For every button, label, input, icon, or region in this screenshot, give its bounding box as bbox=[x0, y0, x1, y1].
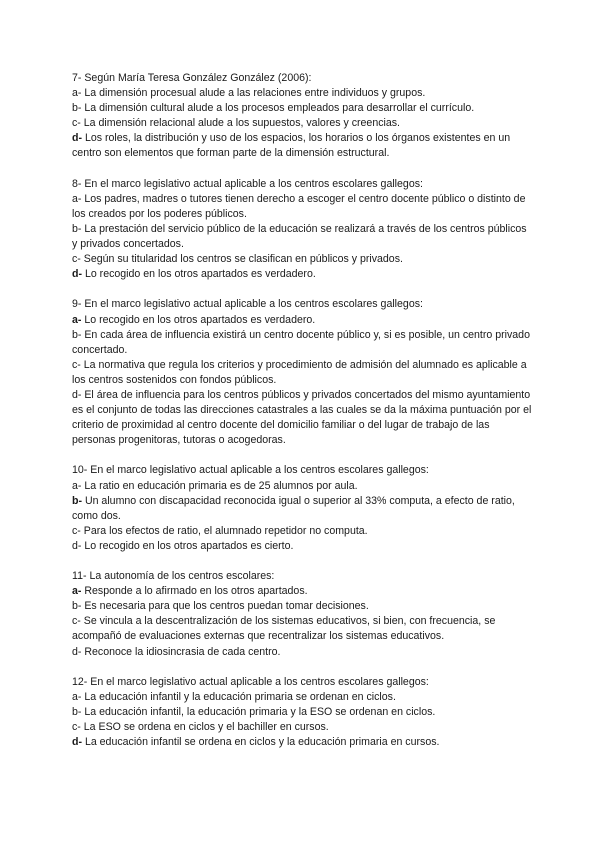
option-text: La normativa que regula los criterios y procedimiento de admisión del alumnado es aplicable a los centros sostenidos con fondos públicos. bbox=[72, 358, 527, 386]
option-letter: c- bbox=[72, 358, 81, 371]
option-text: La educación infantil se ordena en ciclos y la educación primaria en cursos. bbox=[82, 736, 440, 749]
option-letter: a- bbox=[72, 479, 82, 492]
option-letter: d- bbox=[72, 388, 82, 401]
option-d bbox=[72, 645, 532, 660]
option-text: En cada área de influencia existirá un centro docente público y, si es posible, un centro privado concertado. bbox=[72, 328, 530, 356]
option-text: Lo recogido en los otros apartados es verdadero. bbox=[82, 268, 316, 281]
option-text: Según su titularidad los centros se clasifican en públicos y privados. bbox=[80, 253, 403, 266]
option-b bbox=[72, 599, 532, 614]
question-7 bbox=[72, 71, 532, 162]
question-stem: 8- En el marco legislativo actual aplicable a los centros escolares gallegos: bbox=[72, 177, 423, 190]
option-letter: d- bbox=[72, 539, 82, 552]
option-b bbox=[72, 494, 532, 524]
option-text: La dimensión relacional alude a los supuestos, valores y creencias. bbox=[80, 117, 400, 130]
option-letter: b- bbox=[72, 102, 82, 115]
option-c bbox=[72, 358, 532, 388]
option-a bbox=[72, 584, 532, 599]
option-c bbox=[72, 524, 532, 539]
option-text: El área de influencia para los centros públicos y privados concertados del mismo ayuntamiento es el conjunto de todas las direcciones catastrales a las cuales se da la máxima puntuación por el criterio de proximidad al centro docente del domicilio familiar o del lugar de trabajo de las personas progenitoras, tutoras o acogedoras. bbox=[72, 388, 532, 447]
option-text: Lo recogido en los otros apartados es verdadero. bbox=[81, 313, 316, 326]
option-b bbox=[72, 101, 532, 116]
option-a bbox=[72, 192, 532, 222]
option-text: Para los efectos de ratio, el alumnado repetidor no computa. bbox=[80, 524, 368, 537]
option-text: La educación infantil, la educación primaria y la ESO se ordenan en ciclos. bbox=[81, 705, 436, 718]
option-text: Un alumno con discapacidad reconocida igual o superior al 33% computa, a efecto de ratio, como dos. bbox=[72, 494, 515, 522]
option-text: Los roles, la distribución y uso de los espacios, los horarios o los órganos existentes en un centro son elementos que forman parte de la dimensión estructural. bbox=[72, 132, 511, 160]
option-text: La dimensión cultural alude a los procesos empleados para desarrollar el currículo. bbox=[81, 102, 475, 115]
option-letter: c- bbox=[72, 253, 81, 266]
option-letter: a- bbox=[72, 192, 82, 205]
option-text: Es necesaria para que los centros puedan tomar decisiones. bbox=[81, 600, 369, 613]
option-c bbox=[72, 252, 532, 267]
question-stem: 9- En el marco legislativo actual aplicable a los centros escolares gallegos: bbox=[72, 298, 423, 311]
option-b bbox=[72, 222, 532, 252]
option-d bbox=[72, 267, 532, 282]
option-c bbox=[72, 614, 532, 644]
option-letter: a- bbox=[72, 313, 82, 326]
option-text: La prestación del servicio público de la educación se realizará a través de los centros públicos y privados concertados. bbox=[72, 222, 527, 251]
question-stem: 11- La autonomía de los centros escolares: bbox=[72, 570, 275, 583]
option-letter: b- bbox=[72, 494, 82, 507]
option-a bbox=[72, 86, 532, 101]
option-letter: b- bbox=[72, 705, 82, 718]
option-text: Los padres, madres o tutores tienen derecho a escoger el centro docente público o distinto de los creados por los poderes públicos. bbox=[72, 192, 526, 220]
option-letter: d- bbox=[72, 132, 82, 145]
option-c bbox=[72, 116, 532, 131]
option-d bbox=[72, 539, 532, 554]
question-stem: 10- En el marco legislativo actual aplicable a los centros escolares gallegos: bbox=[72, 464, 429, 477]
option-text: La dimensión procesual alude a las relaciones entre individuos y grupos. bbox=[81, 87, 426, 100]
option-letter: a- bbox=[72, 690, 82, 703]
option-letter: c- bbox=[72, 524, 81, 537]
question-10 bbox=[72, 463, 532, 554]
option-letter: d- bbox=[72, 736, 82, 749]
option-d bbox=[72, 131, 532, 161]
option-text: La ratio en educación primaria es de 25 alumnos por aula. bbox=[81, 479, 358, 492]
option-letter: c- bbox=[72, 721, 81, 734]
option-d bbox=[72, 388, 532, 448]
question-12 bbox=[72, 675, 532, 750]
option-d bbox=[72, 735, 532, 750]
option-letter: b- bbox=[72, 328, 82, 341]
option-letter: c- bbox=[72, 117, 81, 130]
option-letter: d- bbox=[72, 645, 82, 658]
option-a bbox=[72, 690, 532, 705]
question-8 bbox=[72, 177, 532, 283]
option-letter: d- bbox=[72, 268, 82, 281]
question-stem: 12- En el marco legislativo actual aplicable a los centros escolares gallegos: bbox=[72, 675, 429, 688]
option-letter: a- bbox=[72, 585, 82, 598]
option-a bbox=[72, 479, 532, 494]
option-text: Se vincula a la descentralización de los sistemas educativos, si bien, con frecuencia, se acompañó de evaluaciones externas que recentralizar los sistemas educativos. bbox=[72, 615, 496, 643]
option-text: Lo recogido en los otros apartados es cierto. bbox=[81, 539, 294, 552]
option-a bbox=[72, 313, 532, 328]
option-b bbox=[72, 328, 532, 358]
option-letter: c- bbox=[72, 615, 81, 628]
question-list bbox=[72, 71, 532, 765]
option-letter: b- bbox=[72, 222, 82, 235]
option-letter: a- bbox=[72, 87, 82, 100]
option-c bbox=[72, 720, 532, 735]
question-stem: 7- Según María Teresa González González (2006): bbox=[72, 72, 312, 84]
option-b bbox=[72, 705, 532, 720]
option-text: La educación infantil y la educación primaria se ordenan en ciclos. bbox=[81, 690, 396, 703]
question-9 bbox=[72, 297, 532, 448]
option-text: Reconoce la idiosincrasia de cada centro. bbox=[81, 645, 281, 658]
option-text: La ESO se ordena en ciclos y el bachiller en cursos. bbox=[80, 721, 329, 734]
option-text: Responde a lo afirmado en los otros apartados. bbox=[81, 585, 308, 598]
option-letter: b- bbox=[72, 600, 82, 613]
question-11 bbox=[72, 569, 532, 660]
